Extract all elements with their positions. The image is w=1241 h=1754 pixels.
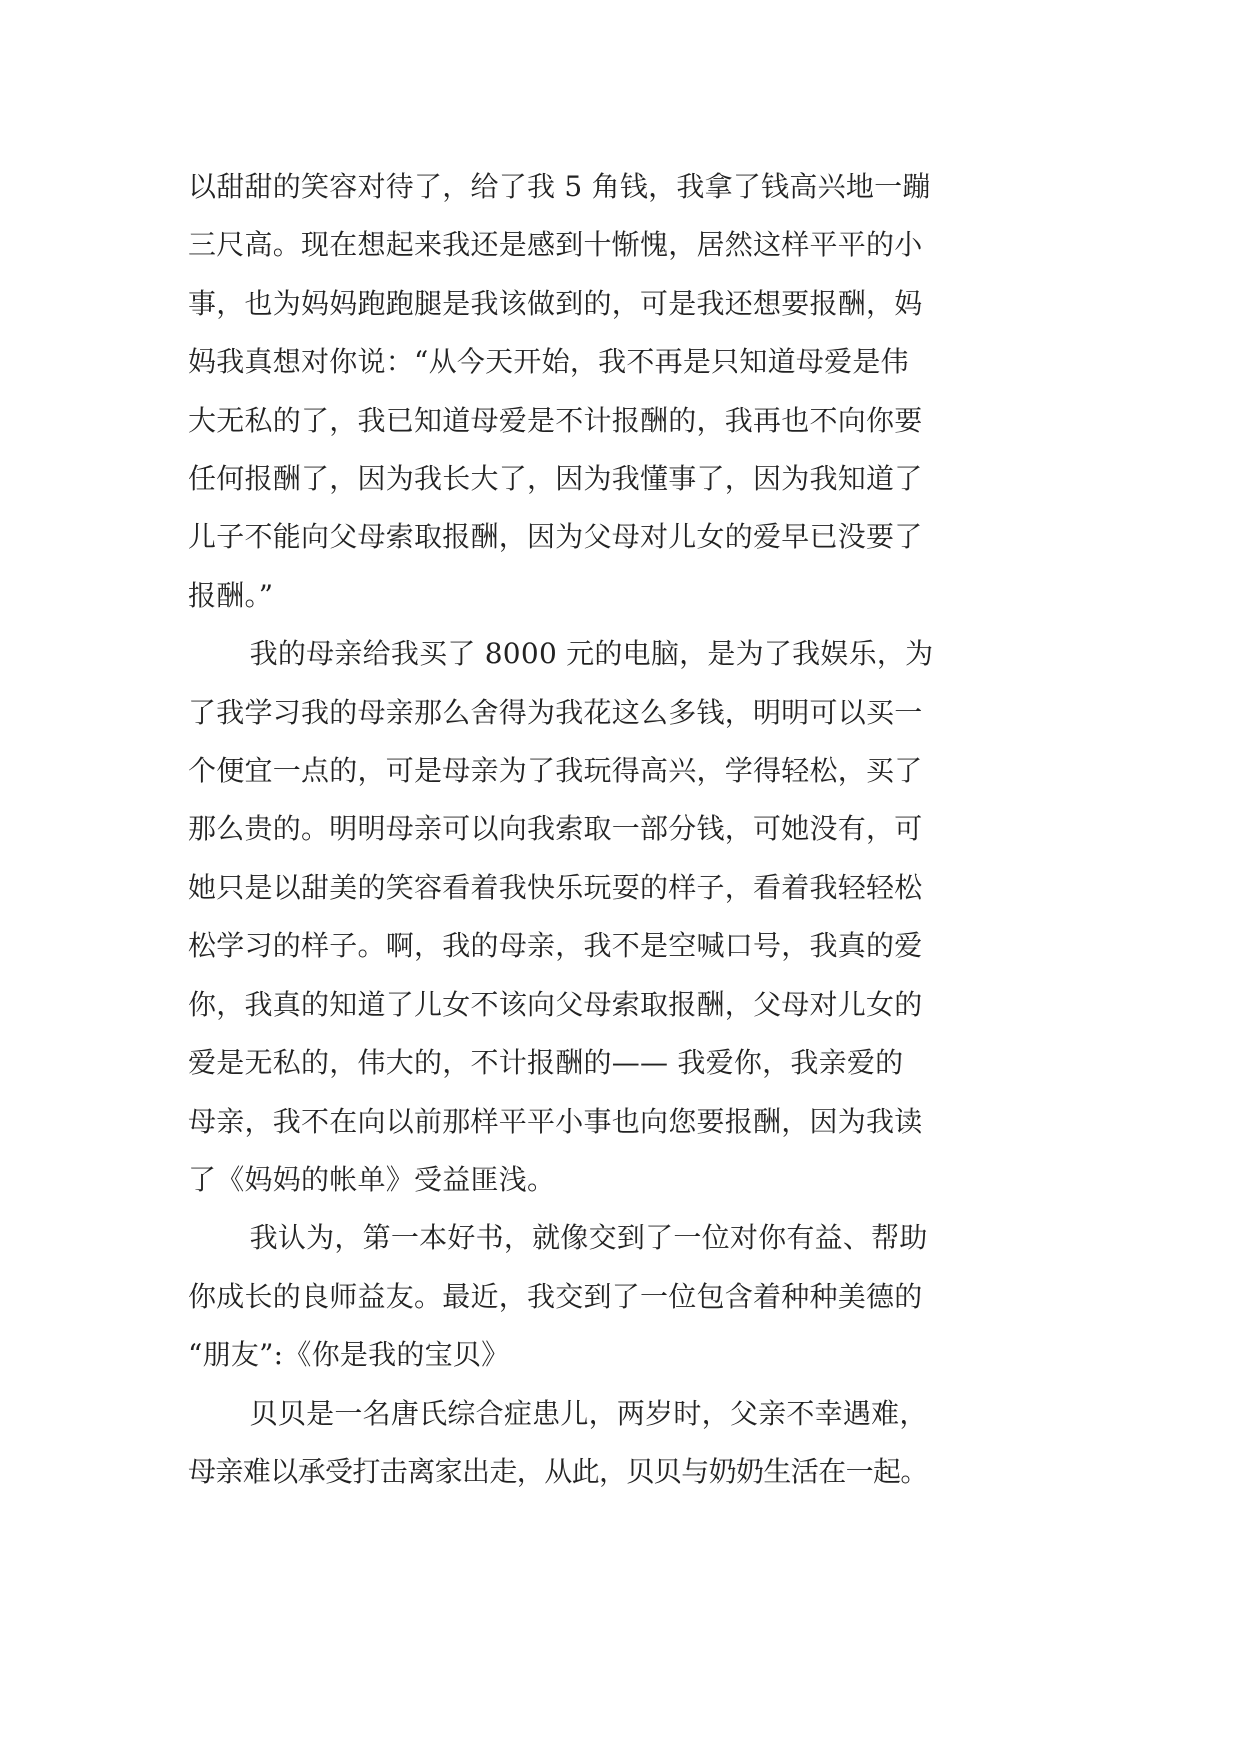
text-line: 三尺高。现在想起来我还是感到十惭愧，居然这样平平的小 (188, 228, 923, 262)
text-line: 母亲难以承受打击离家出走，从此，贝贝与奶奶生活在一起。 (188, 1454, 928, 1488)
text-line: 你成长的良师益友。最近，我交到了一位包含着种种美德的 (188, 1279, 923, 1313)
paragraph-2 (188, 625, 1054, 1209)
text-line: 以甜甜的笑容对待了，给了我 5 角钱，我拿了钱高兴地一蹦 (188, 170, 931, 203)
paragraph-3 (188, 1209, 1054, 1384)
text-line: 了我学习我的母亲那么舍得为我花这么多钱，明明可以买一 (188, 695, 923, 729)
text-line: 儿子不能向父母索取报酬，因为父母对儿女的爱早已没要了 (188, 520, 923, 554)
text-line: 母亲，我不在向以前那样平平小事也向您要报酬，因为我读 (188, 1104, 923, 1138)
text-line: 妈我真想对你说：“从今天开始，我不再是只知道母爱是伟 (188, 345, 909, 379)
text-line: 任何报酬了，因为我长大了，因为我懂事了，因为我知道了 (188, 462, 923, 496)
text-line: 了《妈妈的帐单》受益匪浅。 (188, 1162, 556, 1196)
paragraph-4 (188, 1385, 1054, 1502)
text-line: 报酬。” (188, 578, 274, 612)
text-line: 爱是无私的，伟大的，不计报酬的—— 我爱你，我亲爱的 (188, 1046, 904, 1080)
text-line: 我的母亲给我买了 8000 元的电脑，是为了我娱乐，为 (249, 637, 934, 671)
paragraph-1 (188, 158, 1054, 625)
document-body (188, 158, 1054, 1501)
text-line: 我认为，第一本好书，就像交到了一位对你有益、帮助 (249, 1221, 928, 1255)
text-line: 事，也为妈妈跑跑腿是我该做到的，可是我还想要报酬，妈 (188, 286, 923, 320)
text-line: 她只是以甜美的笑容看着我快乐玩耍的样子，看着我轻轻松 (188, 870, 923, 904)
text-line: 贝贝是一名唐氏综合症患儿，两岁时，父亲不幸遇难， (249, 1396, 928, 1430)
text-line: 那么贵的。明明母亲可以向我索取一部分钱，可她没有，可 (188, 812, 923, 846)
text-line: 个便宜一点的，可是母亲为了我玩得高兴，学得轻松，买了 (188, 754, 923, 788)
text-line: 你，我真的知道了儿女不该向父母索取报酬，父母对儿女的 (188, 987, 923, 1021)
text-line: 大无私的了，我已知道母爱是不计报酬的，我再也不向你要 (188, 403, 923, 437)
text-line: “朋友”:《你是我的宝贝》 (188, 1338, 510, 1372)
text-line: 松学习的样子。啊，我的母亲，我不是空喊口号，我真的爱 (188, 929, 923, 963)
